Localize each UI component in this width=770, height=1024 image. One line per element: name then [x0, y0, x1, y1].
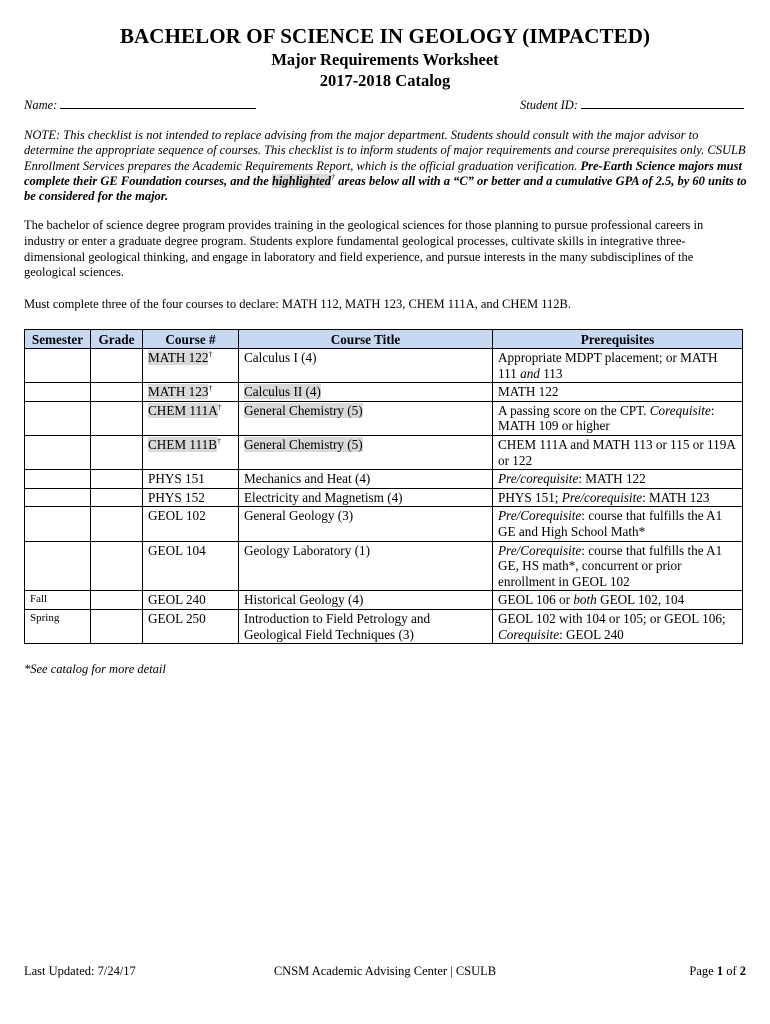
declaration-requirement: Must complete three of the four courses to declare: MATH 112, MATH 123, CHEM 111A, and CHEM 112B.	[24, 297, 572, 311]
semester-cell[interactable]	[25, 507, 91, 541]
grade-cell[interactable]	[91, 349, 143, 383]
table-row	[25, 488, 743, 507]
table-row	[25, 541, 743, 591]
advising-center-footer: CNSM Academic Advising Center | CSULB	[273, 964, 497, 978]
course-number-cell: GEOL 104	[143, 541, 239, 591]
program-description: The bachelor of science degree program provides training in the geological sciences for those planning to pursue professional careers in industry or enter a graduate degree program. Students explore fundamental geological processes, cultivate skills in integrative three-dimensional geological thinking, and engage in laboratory and field experience, and pursue interests in the many subdisciplines of the geological sciences.	[24, 218, 704, 280]
prereq-italic-text: Pre/Corequisite	[498, 508, 582, 524]
table-row	[25, 349, 743, 383]
prereq-italic-text: Pre/corequisite	[498, 471, 579, 487]
grade-cell[interactable]	[91, 383, 143, 402]
prereq-italic-text: both	[573, 592, 597, 608]
catalog-year: 2017-2018 Catalog	[319, 71, 451, 90]
course-title-cell: General Geology (3)	[239, 507, 493, 541]
grade-cell[interactable]	[91, 591, 143, 610]
current-page: 1	[716, 964, 724, 978]
semester-cell[interactable]	[25, 488, 91, 507]
grade-cell[interactable]	[91, 541, 143, 591]
note-bold-text: Pre-Earth Science majors must complete their GE Foundation courses, and the	[24, 158, 742, 188]
prerequisites-cell	[493, 591, 743, 610]
advising-note	[24, 128, 750, 204]
note-bold-text-end: areas below all with a “C” or better and a cumulative GPA of 2.5, by 60 units to be considered for the major.	[24, 173, 747, 204]
student-id-label: Student ID:	[520, 98, 578, 112]
table-row	[25, 591, 743, 610]
course-title-cell	[239, 435, 493, 469]
dagger-mark: †	[217, 402, 222, 412]
total-pages: 2	[739, 964, 746, 978]
course-title-cell: Introduction to Field Petrology and Geological Field Techniques (3)	[239, 609, 493, 643]
worksheet-subtitle: Major Requirements Worksheet	[271, 50, 499, 69]
table-row	[25, 435, 743, 469]
note-text: NOTE: This checklist is not intended to replace advising from the major department. Students should consult with the major advisor to determine the appropriate sequence of courses. This checklist is to inform students of major requirements and course prerequisites only. CSULB Enrollment Services prepares the Academic Requirements Report, which is the official graduation verification.	[24, 128, 746, 173]
prerequisites-cell: MATH 122	[493, 383, 743, 402]
student-id-field-row	[520, 96, 744, 113]
prereq-text: PHYS 151;	[498, 489, 562, 505]
page-title: BACHELOR OF SCIENCE IN GEOLOGY (IMPACTED)	[119, 24, 651, 48]
course-requirements-table	[24, 329, 743, 644]
semester-cell[interactable]	[25, 435, 91, 469]
dagger-mark: †	[208, 350, 213, 359]
course-number-cell	[143, 349, 239, 383]
course-number-cell	[143, 435, 239, 469]
prereq-text-end: : GEOL 240	[559, 626, 624, 642]
prereq-text-end: : course that fulfills the A1 GE, HS math*, concurrent or prior enrollment in GEOL 102	[498, 542, 723, 589]
prereq-italic-text: and	[520, 365, 540, 381]
prereq-text-end: : course that fulfills the A1 GE and High School Math*	[498, 508, 723, 539]
grade-cell[interactable]	[91, 435, 143, 469]
semester-cell[interactable]	[25, 349, 91, 383]
semester-cell[interactable]	[25, 470, 91, 489]
of-word: of	[723, 964, 740, 978]
prereq-text-end: 113	[539, 365, 563, 381]
prerequisites-cell	[493, 609, 743, 643]
prereq-text-end: : MATH 109 or higher	[498, 402, 715, 434]
course-number-cell: GEOL 102	[143, 507, 239, 541]
course-number: MATH 123	[148, 384, 209, 400]
prereq-italic-text: Pre/corequisite	[561, 489, 643, 505]
table-row	[25, 609, 743, 643]
semester-cell[interactable]	[25, 401, 91, 435]
prerequisites-cell	[493, 401, 743, 435]
course-title-cell: Calculus I (4)	[239, 349, 493, 383]
course-number-header: Course #	[143, 330, 239, 349]
semester-cell[interactable]	[25, 541, 91, 591]
prereq-text: A passing score on the CPT.	[498, 402, 650, 418]
course-title: General Chemistry (5)	[244, 436, 363, 452]
page-number	[689, 964, 746, 979]
prereq-text: GEOL 106 or	[498, 592, 574, 608]
prereq-text: Appropriate MDPT placement; or MATH 111	[498, 350, 718, 381]
prereq-italic-text: Corequisite	[649, 402, 711, 418]
prerequisites-cell	[493, 470, 743, 489]
course-title-cell: Geology Laboratory (1)	[239, 541, 493, 591]
prereq-text-end: GEOL 102, 104	[596, 592, 685, 608]
name-field-row	[24, 96, 256, 113]
grade-cell[interactable]	[91, 507, 143, 541]
course-number-cell: PHYS 152	[143, 488, 239, 507]
name-blank-line[interactable]	[60, 96, 256, 109]
course-title-header: Course Title	[239, 330, 493, 349]
table-row	[25, 383, 743, 402]
table-row	[25, 401, 743, 435]
catalog-footnote: *See catalog for more detail	[24, 662, 166, 676]
page-word: Page	[689, 964, 717, 978]
semester-cell[interactable]: Fall	[25, 591, 91, 610]
prerequisites-cell	[493, 349, 743, 383]
course-number: CHEM 111A	[148, 402, 218, 418]
grade-header: Grade	[91, 330, 143, 349]
course-number-cell	[143, 401, 239, 435]
course-number-cell	[143, 383, 239, 402]
course-title-cell: Mechanics and Heat (4)	[239, 470, 493, 489]
prereq-italic-text: Corequisite	[498, 626, 560, 642]
semester-cell[interactable]: Spring	[25, 609, 91, 643]
student-id-blank-line[interactable]	[581, 96, 744, 109]
last-updated: Last Updated: 7/24/17	[24, 964, 136, 978]
prerequisites-cell	[493, 507, 743, 541]
name-label: Name:	[24, 98, 58, 112]
course-title-cell	[239, 383, 493, 402]
course-number-cell: GEOL 250	[143, 609, 239, 643]
dagger-mark: †	[331, 172, 335, 182]
grade-cell[interactable]	[91, 401, 143, 435]
prerequisites-header: Prerequisites	[493, 330, 743, 349]
dagger-mark: †	[208, 384, 213, 394]
prerequisites-cell	[493, 541, 743, 591]
prereq-italic-text: Pre/Corequisite	[498, 542, 582, 558]
table-header-row	[25, 330, 743, 349]
course-number-cell: GEOL 240	[143, 591, 239, 610]
note-highlighted-word: highlighted	[271, 173, 331, 188]
semester-header: Semester	[25, 330, 91, 349]
prereq-text: GEOL 102 with 104 or 105; or GEOL 106;	[498, 610, 726, 626]
course-number-cell: PHYS 151	[143, 470, 239, 489]
semester-cell[interactable]	[25, 383, 91, 402]
prereq-text-end: : MATH 122	[578, 471, 646, 487]
dagger-mark: †	[217, 436, 221, 446]
prerequisites-cell: CHEM 111A and MATH 113 or 115 or 119A or 122	[493, 435, 743, 469]
table-row	[25, 507, 743, 541]
prerequisites-cell	[493, 488, 743, 507]
table-row	[25, 470, 743, 489]
grade-cell[interactable]	[91, 609, 143, 643]
course-number: MATH 122	[148, 350, 209, 365]
course-title-cell: Electricity and Magnetism (4)	[239, 488, 493, 507]
course-title: Calculus II (4)	[244, 384, 321, 400]
course-title-cell: Historical Geology (4)	[239, 591, 493, 610]
course-title: General Chemistry (5)	[244, 402, 363, 418]
grade-cell[interactable]	[91, 470, 143, 489]
course-number: CHEM 111B	[148, 436, 217, 452]
grade-cell[interactable]	[91, 488, 143, 507]
prereq-text-end: : MATH 123	[642, 489, 710, 505]
course-title-cell	[239, 401, 493, 435]
